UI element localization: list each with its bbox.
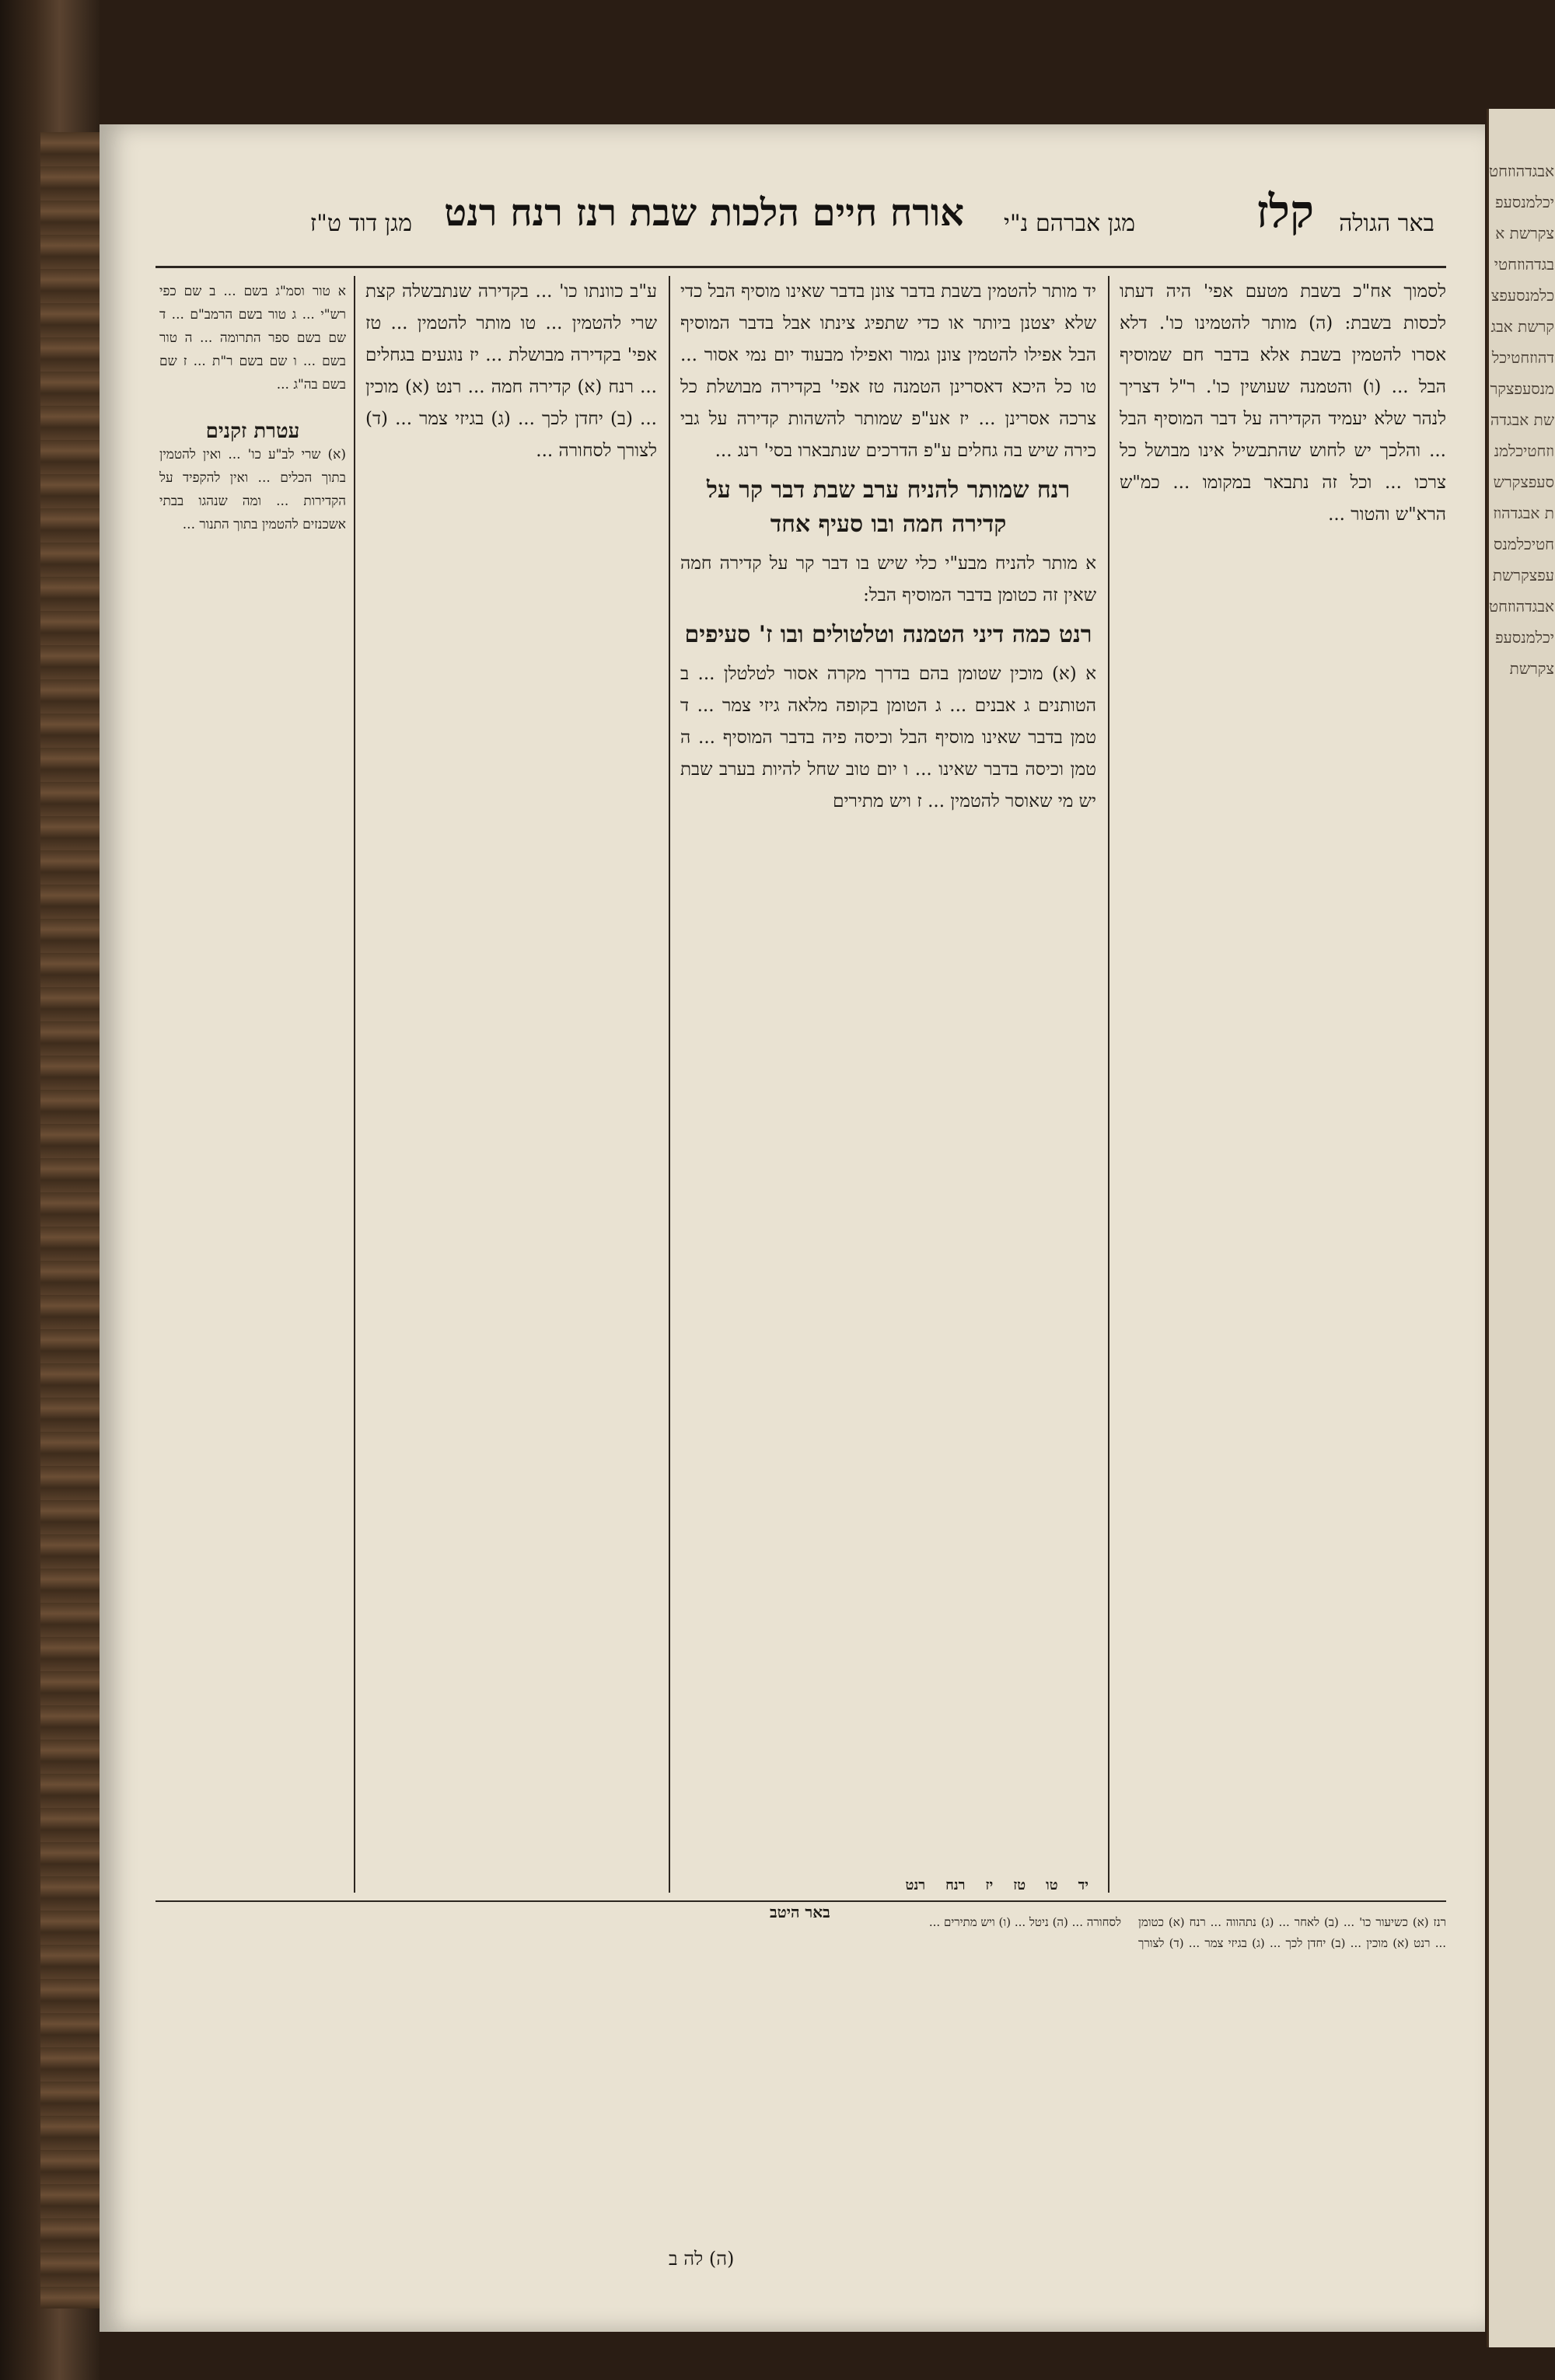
- footer-heading: באר היטב: [770, 1903, 830, 1921]
- column-rule-1: [1108, 276, 1109, 1893]
- magen-avraham-text: ע"ב כוונתו כו' ... בקדירה שנתבשלה קצת שרי להטמין ... טו מותר להטמין ... טז אפי' בקדירה מבושלת ... יז נוגעים בגחלים ... רנח (א) קדירה חמה ... רנט (א) מוכין ... (ב) יחדן לכך ... (ג) בגיזי צמר ... (ד) לצורך לסחורה ...: [365, 281, 657, 461]
- footer-text: רנז (א) כשיעור כו' ... (ב) לאחר ... (ג) נתהווה ... רנח (א) כטומן ... רנט (א) מוכין ... (ב) יחדן לכך ... (ג) בגיזי צמר ... (ד) לצורך לסחורה ... (ה) ניטל ... (ו) ויש מתירים ...: [928, 1915, 1446, 1950]
- main-text-top: יד מותר להטמין בשבת בדבר צונן בדבר שאינו מוסיף הבל כדי שלא יצטנן ביותר או כדי שתפיג צינתו אבל בדבר המוסיף הבל אפילו להטמין צונן גמור ואפילו מבעוד יום נמי אסור ... טו כל היכא דאסרינן הטמנה טז אפי' בקדירה מבושלת כל צרכה אסרינן ... יז אע"פ שמותר להשהות קדירה על גבי כירה שיש בה גחלים ע"פ הדרכים שנתבארו בסי' רנג ...: [680, 281, 1096, 461]
- footer-rule: [156, 1900, 1446, 1902]
- section-markers: [684, 1877, 1088, 1896]
- signature-mark: (ה) לה ב: [669, 2248, 735, 2270]
- section-marker: רנח: [945, 1877, 966, 1893]
- section-marker: טו: [1046, 1877, 1058, 1893]
- header-left-commentary: מגן דוד ט"ז: [309, 210, 412, 237]
- section-marker: רנט: [905, 1877, 926, 1893]
- section-marker: יד: [1078, 1877, 1088, 1893]
- header-rule: [156, 266, 1446, 268]
- footer-commentary: [163, 1912, 1446, 2239]
- header-beer-hagolah: באר הגולה: [1339, 210, 1434, 237]
- section-258-heading: רנח שמותר להניח ערב שבת דבר קר על קדירה חמה ובו סעיף אחד: [706, 476, 1071, 538]
- section-259-heading: רנט כמה דיני הטמנה וטלטולים ובו ז' סעיפים: [684, 621, 1092, 648]
- column-rule-2: [669, 276, 670, 1893]
- section-marker: יז: [985, 1877, 994, 1893]
- header-title: אורח חיים הלכות שבת רנז רנח רנט: [444, 191, 964, 235]
- main-text-column: [680, 276, 1096, 1893]
- section-259-text: א (א) מוכין שטומן בהם בדרך מקרה אסור לטלטלן ... ב הטותנים ג אבנים ... ג הטומן בקופה מלאה גיזי צמר ... ד טמן בדבר שאינו מוסיף הבל וכיסה פיה בדבר המוסיף ... ה טמן וכיסה בדבר שאינו ... ו יום טוב שחל להיות בערב שבת יש מי שאוסר להטמין ... ז ויש מתירים: [680, 664, 1096, 811]
- running-header: [156, 179, 1446, 264]
- spine-edge: [40, 132, 100, 2308]
- header-right-commentary: מגן אברהם נ"י: [1004, 210, 1135, 237]
- magen-avraham-column: [365, 276, 657, 1893]
- ateret-zkenim-text: (א) שרי לב"ע כו' ... ואין להטמין בתוך הכלים ... ואין להקפיד על הקדירות ... ומה שנהגו בבתי אשכנזים להטמין בתוך התנור ...: [159, 447, 346, 532]
- column-rule-3: [354, 276, 355, 1893]
- facing-page-edge: אבגדהוזחטיכלמנסעפצקרשת אבגדהוזחטיכלמנסעפצקרשת אבגדהוזחטיכלמנסעפצקרשת אבגדהוזחטיכלמנסעפצקרשת אבגדהוזחטיכלמנסעפצקרשת אבגדהוזחטיכלמנסעפצקרשת: [1487, 109, 1555, 2347]
- taz-text: לסמוך אח"כ בשבת מטעם אפי' היה דעתו לכסות בשבת: (ה) מותר להטמינו כו'. דלא אסרו להטמין בשבת אלא בדבר חם שמוסיף הבל ... (ו) והטמנה שעושין כו'. ר"ל דצריך לנהר שלא יעמיד הקדירה על דבר המוסיף הבל ... והלכך יש לחוש שהתבשיל אינו מבושל כל צרכו ... וכל זה נתבאר במקומו ... כמ"ש הרא"ש והטור ...: [1120, 281, 1446, 525]
- section-258-text: א מותר להניח מבע"י כלי שיש בו דבר קר על קדירה חמה שאין זה כטומן בדבר המוסיף הבל:: [680, 553, 1096, 605]
- page-number: קלז: [1256, 185, 1314, 238]
- section-marker: טז: [1013, 1877, 1026, 1893]
- ateret-zkenim-heading: עטרת זקנים: [205, 420, 300, 443]
- beer-hagolah-column: [159, 280, 346, 1889]
- taz-column: [1120, 276, 1446, 1893]
- beer-hagolah-text: א טור וסמ"ג בשם ... ב שם כפי רש"י ... ג טור בשם הרמב"ם ... ד שם בשם ספר התרומה ... ה טור בשם ... ו שם בשם ר"ת ... ז שם בשם בה"ג ...: [159, 284, 346, 393]
